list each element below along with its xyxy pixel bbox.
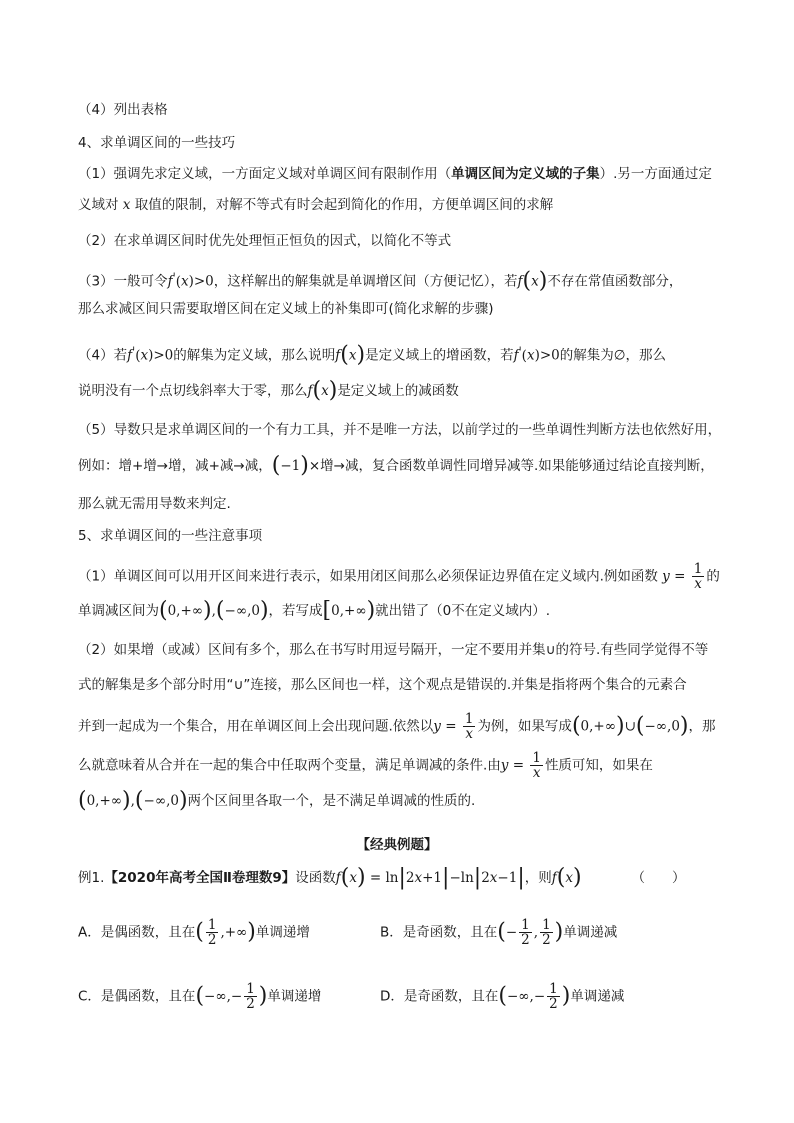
tip-5-line-1: （5）导数只是求单调区间的一个有力工具，并不是唯一方法，以前学过的一些单调性判断方法也依然好用， bbox=[78, 422, 722, 438]
heading-techniques: 4、求单调区间的一些技巧 bbox=[78, 135, 236, 151]
list-step-4: （4）列出表格 bbox=[78, 102, 168, 118]
tip-3-line-1: （3）一般可令f'(x)>0，这样解出的解集就是单调增区间（方便记忆），若f(x)不存在常值函数部分， bbox=[78, 268, 683, 294]
note-1-line-1: （1）单调区间可以用开区间来进行表示，如果用闭区间那么必须保证边界值在定义域内.例如函数 y = $\frac{1}{x}$ 的 bbox=[78, 561, 720, 592]
tip-2: （2）在求单调区间时优先处理恒正恒负的因式，以简化不等式 bbox=[78, 233, 452, 249]
tip-5-line-3: 那么就无需用导数来判定. bbox=[78, 496, 231, 512]
tip-1-line-1: （1）强调先求定义域，一方面定义域对单调区间有限制作用（单调区间为定义域的子集）.另一方面通过定 bbox=[78, 166, 712, 182]
example-1-source: 【2020年高考全国Ⅱ卷理数9】 bbox=[104, 870, 296, 886]
tip-3-line-2: 那么求减区间只需要取增区间在定义域上的补集即可(简化求解的步骤) bbox=[78, 301, 494, 317]
note-2-line-1: （2）如果增（或减）区间有多个，那么在书写时用逗号隔开，一定不要用并集∪的符号.有些同学觉得不等 bbox=[78, 642, 709, 658]
option-b[interactable]: B．是奇函数，且在(− $\frac{1}{2}$ , $\frac{1}{2}$ )单调递减 bbox=[380, 917, 618, 948]
note-2-line-4: 么就意味着从合并在一起的集合中任取两个变量，满足单调减的条件.由y = $\frac{1}{x}$ 性质可知，如果在 bbox=[78, 750, 653, 781]
heading-notes: 5、求单调区间的一些注意事项 bbox=[78, 528, 263, 544]
option-a[interactable]: A．是偶函数，且在( $\frac{1}{2}$ ,+∞)单调递增 bbox=[78, 917, 310, 948]
note-2-line-2: 式的解集是多个部分时用“∪”连接，那么区间也一样，这个观点是错误的.并集是指将两个集合的元素合 bbox=[78, 677, 687, 693]
note-1-line-2: 单调减区间为(0,+∞),(−∞,0)，若写成[0,+∞)就出错了（0不在定义域内）. bbox=[78, 598, 551, 623]
note-2-line-3: 并到一起成为一个集合，用在单调区间上会出现问题.依然以y = $\frac{1}{x}$ 为例，如果写成(0,+∞)∪(−∞,0)，那 bbox=[78, 711, 716, 742]
example-1-question: 例1.【2020年高考全国Ⅱ卷理数9】设函数f(x) = ln|2x+1|−ln|2x−1|，则f(x) （ ） bbox=[78, 865, 686, 890]
tip-5-line-2: 例如：增+增→增，减+减→减，(−1)×增→减，复合函数单调性同增异减等.如果能够通过结论直接判断， bbox=[78, 453, 714, 478]
section-title: 【经典例题】 bbox=[356, 837, 438, 853]
option-d[interactable]: D．是奇函数，且在(−∞,− $\frac{1}{2}$ )单调递减 bbox=[380, 981, 625, 1012]
tip-1-emphasis: 单调区间为定义域的子集 bbox=[451, 166, 600, 182]
tip-4-line-1: （4）若f'(x)>0的解集为定义域，那么说明f(x)是定义域上的增函数，若f'(x)>0的解集为∅，那么 bbox=[78, 342, 667, 368]
option-c[interactable]: C．是偶函数，且在(−∞,− $\frac{1}{2}$ )单调递增 bbox=[78, 981, 322, 1012]
note-2-line-5: (0,+∞),(−∞,0)两个区间里各取一个，是不满足单调减的性质的. bbox=[78, 788, 476, 813]
tip-1-line-2: 义域对 x 取值的限制，对解不等式有时会起到简化的作用，方便单调区间的求解 bbox=[78, 197, 554, 213]
tip-4-line-2: 说明没有一个点切线斜率大于零，那么f(x)是定义域上的减函数 bbox=[78, 378, 459, 403]
